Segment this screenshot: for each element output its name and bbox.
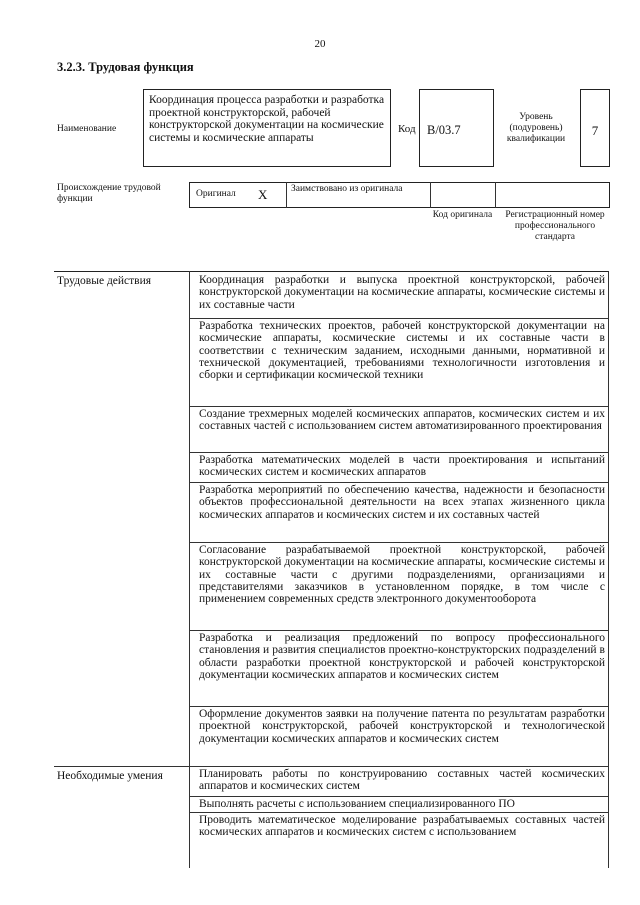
- work-action-item: Создание трехмерных моделей космических аппаратов, космических систем и их составных частей с использованием систем автоматизированного проектирования: [199, 408, 605, 433]
- skill-item: Выполнять расчеты с использованием специализированного ПО: [199, 798, 515, 810]
- reg-number-caption: Регистрационный номер профессионального стандарта: [505, 210, 605, 242]
- level-value: 7: [580, 89, 610, 167]
- code-label: Код: [398, 123, 416, 135]
- original-label: Оригинал: [196, 189, 236, 199]
- section-label-work-actions: Трудовые действия: [57, 275, 152, 287]
- section-title: 3.2.3. Трудовая функция: [57, 60, 194, 74]
- function-name-value: Координация процесса разработки и разработка проектной конструкторской, рабочей конструкторской документации на космические системы и космические аппараты: [143, 89, 391, 167]
- work-action-item: Разработка математических моделей в части проектирования и испытаний космических систем и космических аппаратов: [199, 454, 605, 479]
- level-label: Уровень (подуровень) квалификации: [506, 112, 566, 144]
- skill-item: Проводить математическое моделирование разрабатываемых составных частей космических аппаратов и космических систем с использованием: [199, 814, 605, 839]
- code-original-caption: Код оригинала: [432, 210, 493, 220]
- borrowed-label: Заимствовано из оригинала: [291, 184, 403, 194]
- original-mark: X: [258, 187, 268, 202]
- name-label: Наименование: [57, 124, 117, 134]
- work-action-item: Разработка и реализация предложений по вопросу профессионального становления и развития специалистов проектно-конструкторских подразделений в области разработки проектной конструкторской и рабочей конструкторской документации космических аппаратов и космических систем: [199, 632, 605, 681]
- origin-label: Происхождение трудовой функции: [57, 183, 161, 204]
- page-number: 20: [314, 38, 326, 50]
- code-value: B/03.7: [419, 89, 494, 167]
- work-action-item: Разработка технических проектов, рабочей конструкторской документации на космические аппараты, космические системы и их составные части в соответствии с техническим заданием, исходными данными, нормативной и технической документацией, требованиями технологичности изготовления и сборки и сертификации космической техники: [199, 320, 605, 382]
- work-action-item: Согласование разрабатываемой проектной конструкторской, рабочей конструкторской документации на космические аппараты, космические системы и их составные части с другими подразделениями, организациями и представителями заказчиков в установленном порядке, в том числе с применением современных средств электронного документооборота: [199, 544, 605, 606]
- work-action-item: Оформление документов заявки на получение патента по результатам разработки проектной конструкторской, рабочей конструкторской и технологической документации космических аппаратов и космических систем: [199, 708, 605, 745]
- work-action-item: Разработка мероприятий по обеспечению качества, надежности и безопасности объектов профессиональной деятельности на всех этапах жизненного цикла космических аппаратов и космических систем и их составных частей: [199, 484, 605, 521]
- skill-item: Планировать работы по конструированию составных частей космических аппаратов и космических систем: [199, 768, 605, 793]
- work-action-item: Координация разработки и выпуска проектной конструкторской, рабочей конструкторской документации на космические аппараты, космические системы и их составные части: [199, 274, 605, 311]
- section-label-skills: Необходимые умения: [57, 770, 163, 782]
